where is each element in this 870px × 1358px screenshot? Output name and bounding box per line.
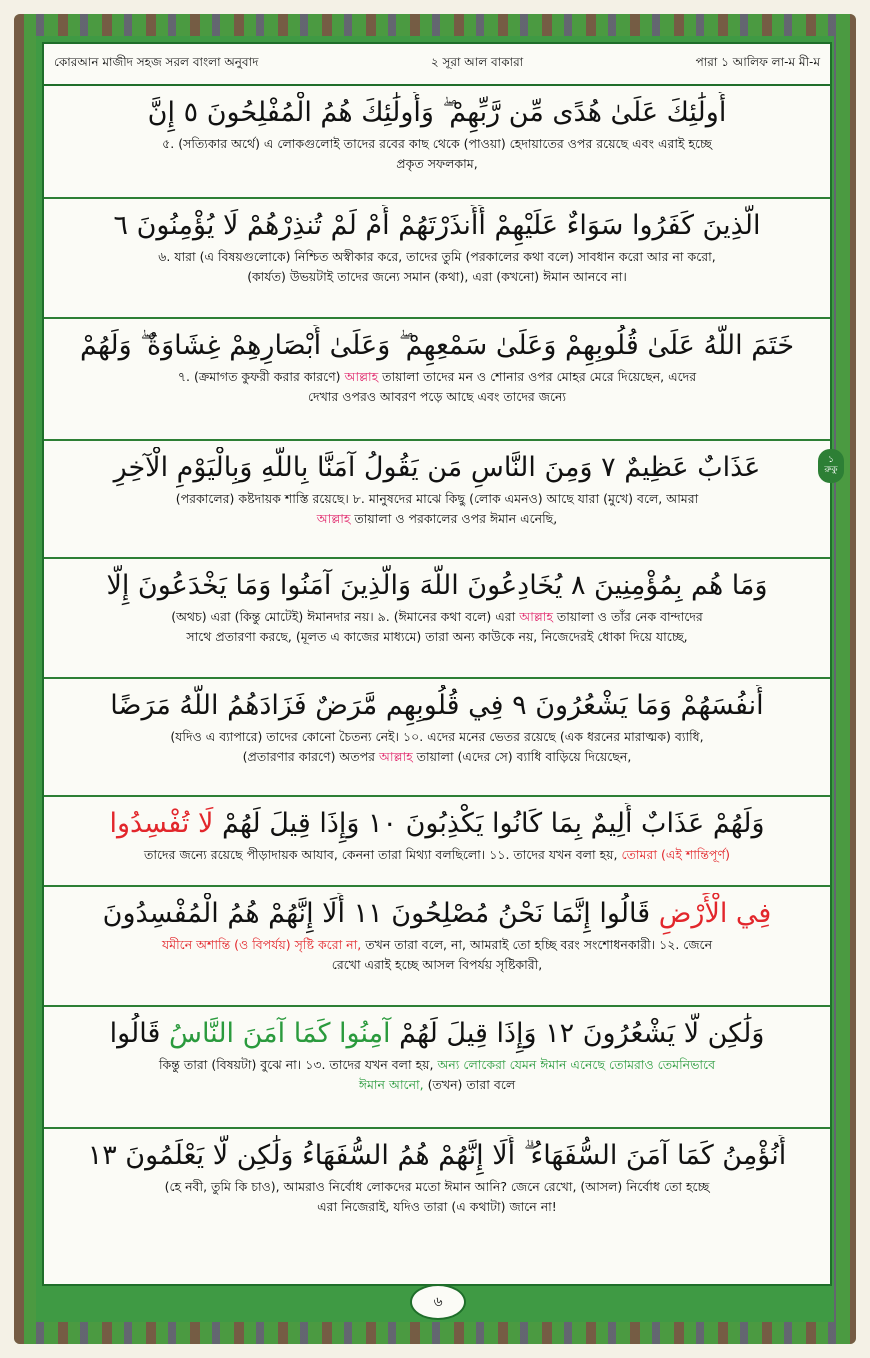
- allah-highlight: আল্লাহ: [519, 608, 553, 624]
- arabic-text: عَذَابٌ عَظِيمٌ ٧ وَمِنَ النَّاسِ مَن يَقُولُ آمَنَّا بِاللَّهِ وَبِالْيَوْمِ الْآخِرِ: [113, 452, 761, 483]
- arabic-text: الَّذِينَ كَفَرُوا سَوَاءٌ عَلَيْهِمْ أَأَنذَرْتَهُمْ أَمْ لَمْ تُنذِرْهُمْ لَا يُؤْمِنُونَ ٦: [113, 210, 761, 241]
- verse-block-12: [44, 887, 830, 1007]
- translation-text: (অথচ) এরা (কিন্তু মোটেই) ঈমানদার নয়। ৯. (ঈমানের কথা বলে) এরা আল্লাহ তায়ালা ও তাঁর নেক বান্দাদের সাথে প্রতারণা করছে, (মূলত এ কাজের মাধ্যমে) তারা অন্য কাউকে নয়, নিজেদেরই ধোকা দিয়ে যাচ্ছে,: [171, 608, 703, 644]
- translation-text: (হে নবী, তুমি কি চাও), আমরাও নির্বোধ লোকদের মতো ঈমান আনি? জেনে রেখো, (আসল) নির্বোধ তো হচ্ছে এরা নিজেরাই, যদিও তারা (এ কথাটা) জানে না!: [164, 1178, 710, 1214]
- translation-text: কিন্তু তারা (বিষয়টা) বুঝে না। ১৩. তাদের যখন বলা হয়, অন্য লোকেরা যেমন ঈমান এনেছে তোমরাও তেমনিভাবে ঈমান আনো, (তখন) তারা বলে: [158, 1056, 716, 1092]
- page-number: ৬: [410, 1284, 466, 1320]
- arabic-text: خَتَمَ اللَّهُ عَلَىٰ قُلُوبِهِمْ وَعَلَىٰ سَمْعِهِمْ ۖ وَعَلَىٰ أَبْصَارِهِمْ غِشَاوَةٌ ۖ وَلَهُمْ: [79, 330, 795, 361]
- allah-highlight: আল্লাহ: [316, 510, 351, 526]
- translation-text: ৭. (ক্রমাগত কুফরী করার কারণে) আল্লাহ তায়ালা তাদের মন ও শোনার ওপর মোহর মেরে দিয়েছেন, এদের দেখার ওপরও আবরণ পড়ে আছে এবং তাদের জন্যে: [177, 368, 697, 404]
- verse-block-11: [44, 797, 830, 887]
- verse-block-6: [44, 199, 830, 319]
- header-surah-name: ২ সূরা আল বাকারা: [430, 55, 524, 69]
- translation-text: (যদিও এ ব্যাপারে) তাদের কোনো চৈতন্য নেই। ১০. এদের মনের ভেতর রয়েছে (এক ধরনের মারাত্মক) ব্যাধি, (প্রতারণার কারণে) অতপর আল্লাহ তায়ালা (এদের সে) ব্যাধি বাড়িয়ে দিয়েছেন,: [170, 728, 704, 764]
- arabic-text: وَمَا هُم بِمُؤْمِنِينَ ٨ يُخَادِعُونَ اللَّهَ وَالَّذِينَ آمَنُوا وَمَا يَخْدَعُونَ إِلَّا: [106, 570, 768, 601]
- translation-text: ৬. যারা (এ বিষয়গুলোকে) নিশ্চিত অস্বীকার করে, তাদের তুমি (পরকালের কথা বলে) সাবধান করো আর না করো, (কার্যত) উভয়টাই তাদের জন্যে সমান (কথা), এরা (কখনো) ঈমান আনবে না।: [158, 248, 716, 284]
- arabic-text: أَنُؤْمِنُ كَمَا آمَنَ السُّفَهَاءُ ۗ أَلَا إِنَّهُمْ هُمُ السُّفَهَاءُ وَلَٰكِن لَّا يَعْلَمُونَ ١٣: [87, 1140, 787, 1171]
- verse-block-8: [44, 441, 838, 559]
- header-book-title: কোরআন মাজীদ সহজ সরল বাংলা অনুবাদ: [54, 55, 259, 69]
- allah-highlight: আল্লাহ: [379, 748, 413, 764]
- arabic-text: وَلَهُمْ عَذَابٌ أَلِيمٌ بِمَا كَانُوا يَكْذِبُونَ ١٠ وَإِذَا قِيلَ لَهُمْ لَا تُفْسِدُوا: [109, 808, 765, 839]
- verse-block-5: [44, 86, 830, 199]
- verse-block-9: [44, 559, 830, 679]
- allah-highlight: আল্লাহ: [344, 368, 379, 384]
- arabic-text: أَنفُسَهُمْ وَمَا يَشْعُرُونَ ٩ فِي قُلُوبِهِم مَّرَضٌ فَزَادَهُمُ اللَّهُ مَرَضًا: [110, 690, 764, 721]
- verse-block-13-end: [44, 1129, 830, 1239]
- translation-text: তাদের জন্যে রয়েছে পীড়াদায়ক আযাব, কেননা তারা মিথ্যা বলছিলো। ১১. তাদের যখন বলা হয়, তোমরা (এই শান্তিপূর্ণ): [144, 846, 730, 862]
- translation-text: (পরকালের) কষ্টদায়ক শাস্তি রয়েছে। ৮. মানুষদের মাঝে কিছু (লোক এমনও) আছে যারা (মুখে) বলে, আমরা আল্লাহ তায়ালা ও পরকালের ওপর ঈমান এনেছি,: [175, 490, 699, 526]
- header-para-name: পারা ১ আলিফ লা-ম মী-ম: [695, 55, 820, 69]
- arabic-text: أُولَٰئِكَ عَلَىٰ هُدًى مِّن رَّبِّهِمْ ۖ وَأُولَٰئِكَ هُمُ الْمُفْلِحُونَ ٥ إِنَّ: [147, 97, 727, 128]
- arabic-text: وَلَٰكِن لَّا يَشْعُرُونَ ١٢ وَإِذَا قِيلَ لَهُمْ آمِنُوا كَمَا آمَنَ النَّاسُ قَالُوا: [109, 1018, 765, 1049]
- page-content: [42, 42, 838, 1286]
- verse-block-13: [44, 1007, 830, 1129]
- page-header: [44, 44, 830, 86]
- translation-text: ৫. (সত্যিকার অর্থে) এ লোকগুলোই তাদের রবের কাছ থেকে (পাওয়া) হেদায়াতের ওপর রয়েছে এবং এরাই হচ্ছে প্রকৃত সফলকাম,: [162, 135, 712, 171]
- arabic-text: فِي الْأَرْضِ قَالُوا إِنَّمَا نَحْنُ مُصْلِحُونَ ١١ أَلَا إِنَّهُمْ هُمُ الْمُفْسِدُونَ: [102, 898, 772, 929]
- verse-block-10: [44, 679, 830, 797]
- ruku-marker: ১ রুকু: [818, 449, 844, 483]
- translation-text: যমীনে অশান্তি (ও বিপর্যয়) সৃষ্টি করো না, তখন তারা বলে, না, আমরাই তো হচ্ছি বরং সংশোধনকারী। ১২. জেনে রেখো এরাই হচ্ছে আসল বিপর্যয় সৃষ্টিকারী,: [161, 936, 713, 972]
- verse-block-7: [44, 319, 830, 441]
